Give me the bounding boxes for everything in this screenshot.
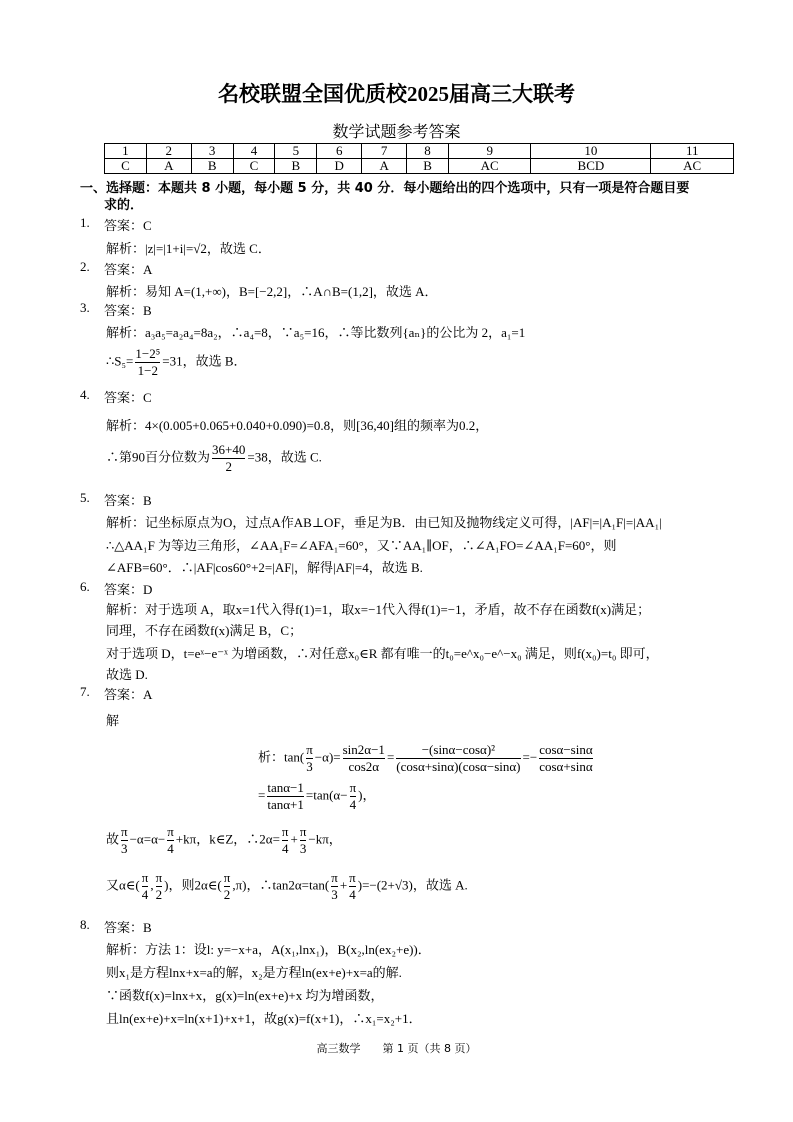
q7-jie: 解 — [106, 713, 120, 728]
table-cell: B — [407, 159, 449, 174]
numerator: π — [349, 780, 357, 795]
fraction — [331, 870, 338, 903]
fraction — [343, 742, 385, 775]
table-cell: 10 — [531, 144, 651, 159]
table-cell: A — [362, 159, 407, 174]
fraction — [350, 780, 357, 813]
denominator: cos2α — [343, 758, 385, 775]
fraction — [539, 742, 592, 775]
q3-answer: 答案：B — [104, 303, 152, 318]
fraction — [156, 870, 163, 903]
fraction — [349, 870, 356, 903]
fraction — [282, 824, 289, 857]
text: =tan(α− — [305, 787, 348, 803]
q8-number: 8. — [80, 917, 90, 932]
text: 又α∈( — [106, 877, 140, 893]
q2-answer: 答案：A — [104, 262, 153, 277]
text: +kπ，k∈Z，∴2α= — [175, 831, 280, 847]
text: 析：tan( — [258, 749, 305, 765]
table-cell: AC — [651, 159, 734, 174]
fraction — [300, 824, 307, 857]
table-cell: 5 — [275, 144, 317, 159]
denominator: 3 — [306, 759, 313, 774]
q3-number: 3. — [80, 300, 90, 315]
denominator: 4 — [167, 841, 174, 856]
document-title: 名校联盟全国优质校2025届高三大联考 — [218, 82, 575, 106]
q2-number: 2. — [80, 259, 90, 274]
denominator: 4 — [349, 797, 357, 812]
fraction — [212, 442, 245, 475]
q3-analysis: 解析：a₃a₅=a₂a₄=8a₂，∴a₄=8，∵a₅=16，∴等比数列{aₙ}的公比为 2，a₁=1 — [106, 325, 526, 340]
numerator: sin2α−1 — [342, 742, 385, 757]
table-cell: 7 — [362, 144, 407, 159]
denominator: 4 — [141, 887, 149, 902]
table-cell: 4 — [233, 144, 275, 159]
q2-analysis: 解析：易知 A=(1,+∞)，B=[−2,2]，∴A∩B=(1,2]，故选 A． — [106, 284, 438, 299]
table-cell: 8 — [407, 144, 449, 159]
q1-number: 1. — [80, 215, 90, 230]
numerator: −(sinα−cosα)² — [421, 742, 496, 757]
page-footer: 高三数学 第 1 页（共 8 页） — [316, 1042, 477, 1055]
numerator: π — [121, 824, 128, 839]
denominator: 2 — [155, 887, 163, 902]
text: −kπ， — [308, 831, 342, 847]
table-cell: 2 — [146, 144, 191, 159]
denominator: 3 — [299, 841, 307, 856]
q7-number: 7. — [80, 684, 90, 699]
text: =− — [522, 749, 538, 765]
answer-table-answer-row — [105, 159, 734, 174]
numerator: π — [155, 870, 163, 885]
table-cell: BCD — [531, 159, 651, 174]
text: 故 — [106, 831, 120, 847]
table-cell: A — [146, 159, 191, 174]
denominator: 4 — [281, 841, 289, 856]
q6-answer: 答案：D — [104, 582, 153, 597]
text: =38，故选 C. — [247, 449, 322, 465]
q8-analysis-line3: ∵函数f(x)=lnx+x，g(x)=ln(ex+e)+x 均为增函数， — [106, 988, 384, 1003]
q7-line3 — [106, 824, 342, 857]
fraction — [135, 346, 160, 379]
fraction — [224, 870, 231, 903]
text: )， — [358, 787, 376, 803]
text: −α=α− — [129, 831, 166, 847]
q5-analysis-line2: ∴△AA₁F 为等边三角形，∠AA₁F=∠AFA₁=60°，又∵AA₁∥OF，∴∠A₁FO=∠AA₁F=60°，则 — [106, 538, 617, 553]
q1-analysis: 解析：|z|=|1+i|=√2，故选 C． — [106, 241, 271, 256]
q5-answer: 答案：B — [104, 493, 152, 508]
numerator: π — [349, 870, 356, 885]
text: −α)= — [314, 749, 341, 765]
q4-percentile-line — [106, 442, 322, 475]
q7-answer: 答案：A — [104, 687, 153, 702]
document-subtitle: 数学试题参考答案 — [332, 124, 461, 141]
denominator: 3 — [331, 887, 338, 902]
q7-line2 — [258, 780, 375, 813]
numerator: π — [167, 824, 174, 839]
text: )，则2α∈( — [164, 877, 222, 893]
table-cell: B — [275, 159, 317, 174]
numerator: π — [281, 824, 289, 839]
text: ∴第90百分位数为 — [106, 449, 211, 465]
q4-number: 4. — [80, 387, 90, 402]
denominator: 4 — [349, 887, 356, 902]
fraction — [142, 870, 149, 903]
denominator: (cosα+sinα)(cosα−sinα) — [396, 759, 521, 774]
q6-analysis-line2: 同理，不存在函数f(x)满足 B，C； — [106, 623, 303, 638]
table-cell: B — [191, 159, 233, 174]
numerator: π — [223, 870, 231, 885]
table-cell: 11 — [651, 144, 734, 159]
fraction — [396, 742, 520, 775]
answer-table — [104, 143, 734, 174]
q5-analysis-line1: 解析：记坐标原点为O，过点A作AB⊥OF，垂足为B．由已知及抛物线定义可得，|AF|=|A₁F|=|AA₁| — [106, 515, 662, 530]
text: = — [386, 749, 395, 765]
q8-answer: 答案：B — [104, 920, 152, 935]
q6-number: 6. — [80, 579, 90, 594]
text: + — [339, 877, 348, 893]
q4-analysis: 解析：4×(0.005+0.065+0.040+0.090)=0.8，则[36,40]组的频率为0.2， — [106, 418, 489, 433]
denominator: 2 — [223, 887, 231, 902]
denominator: 1−2 — [135, 362, 160, 379]
text: =31，故选 B． — [162, 353, 247, 369]
answer-table-number-row — [105, 144, 734, 159]
text: , — [150, 877, 154, 893]
numerator: cosα−sinα — [539, 742, 593, 757]
table-cell: 6 — [317, 144, 362, 159]
table-cell: 1 — [105, 144, 147, 159]
q8-analysis-line2: 则x₁是方程lnx+x=a的解，x₂是方程ln(ex+e)+x=a的解. — [106, 965, 402, 980]
q5-analysis-line3: ∠AFB=60°．∴|AF|cos60°+2=|AF|，解得|AF|=4，故选 B. — [106, 560, 423, 575]
denominator: cosα+sinα — [539, 759, 593, 774]
text: ,π)，∴tan2α=tan( — [232, 877, 330, 893]
denominator: tanα+1 — [267, 797, 304, 812]
q6-analysis-line4: 故选 D. — [106, 667, 148, 682]
numerator: π — [331, 870, 338, 885]
fraction — [121, 824, 128, 857]
numerator: tanα−1 — [267, 780, 304, 795]
numerator: π — [306, 742, 313, 757]
q7-line1 — [258, 742, 595, 775]
denominator: 3 — [121, 841, 128, 856]
q5-number: 5. — [80, 490, 90, 505]
table-cell: C — [105, 159, 147, 174]
table-cell: C — [233, 159, 275, 174]
q3-sum-line — [106, 346, 247, 379]
table-cell: 3 — [191, 144, 233, 159]
table-cell: AC — [448, 159, 530, 174]
text: )=−(2+√3)，故选 A. — [357, 877, 468, 893]
q4-answer: 答案：C — [104, 390, 152, 405]
q7-line4 — [106, 870, 468, 903]
q6-analysis-line3: 对于选项 D，t=eˣ−e⁻ˣ 为增函数，∴对任意x₀∈R 都有唯一的t₀=e^x₀−e^−x₀ 满足，则f(x₀)=t₀ 即可， — [106, 646, 659, 661]
numerator: 1−2⁵ — [135, 346, 161, 361]
text: + — [290, 831, 298, 847]
text: = — [258, 787, 266, 803]
q1-answer: 答案：C — [104, 218, 152, 233]
q6-analysis-line1: 解析：对于选项 A，取x=1代入得f(1)=1，取x=−1代入得f(1)=−1，矛盾，故不存在函数f(x)满足； — [106, 602, 651, 617]
section-heading: 一、选择题：本题共 8 小题，每小题 5 分，共 40 分．每小题给出的四个选项中，只有一项是符合题目要 — [80, 181, 690, 196]
numerator: 36+40 — [212, 442, 246, 457]
table-cell: D — [317, 159, 362, 174]
fraction — [306, 742, 313, 775]
text: ∴S₅= — [106, 353, 134, 369]
table-cell: 9 — [448, 144, 530, 159]
numerator: π — [299, 824, 307, 839]
fraction — [167, 824, 174, 857]
q8-analysis-line4: 且ln(ex+e)+x=ln(x+1)+x+1，故g(x)=f(x+1)，∴x₁=x₂+1． — [106, 1011, 422, 1026]
section-heading-cont: 求的． — [104, 198, 144, 213]
q8-analysis-line1: 解析：方法 1：设l: y=−x+a，A(x₁,lnx₁)，B(x₂,ln(ex₂+e))． — [106, 942, 431, 957]
numerator: π — [141, 870, 149, 885]
fraction — [267, 780, 304, 813]
denominator: 2 — [212, 458, 245, 475]
